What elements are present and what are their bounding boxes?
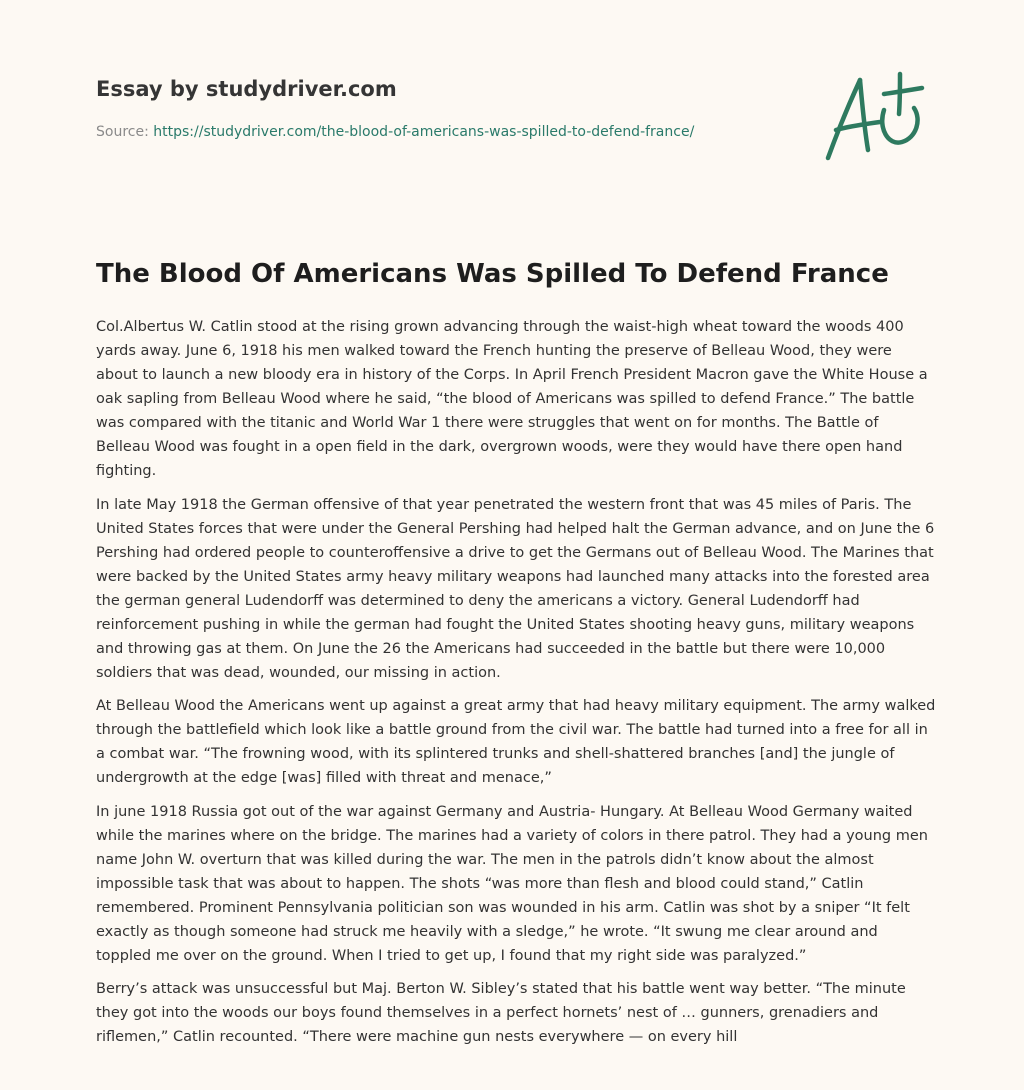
essay-body	[96, 315, 936, 1059]
brand-title: Essay by studydriver.com	[96, 77, 397, 101]
essay-paragraph-3: At Belleau Wood the Americans went up against a great army that had heavy military equipment. The army walked through the battlefield which look like a battle ground from the civil war. The battle had turned into a free for all in a combat war. “The frowning wood, with its splintered trunks and shell-shattered branches [and] the jungle of undergrowth at the edge [was] filled with threat and menace,”	[96, 698, 936, 786]
essay-paragraph-1: Col.Albertus W. Catlin stood at the rising grown advancing through the waist-high wheat toward the woods 400 yards away. June 6, 1918 his men walked toward the French hunting the preserve of Belleau Wood, they were about to launch a new bloody era in history of the Corps. In April French President Macron gave the White House a oak sapling from Belleau Wood where he said, “the blood of Americans was spilled to defend France.” The battle was compared with the titanic and World War 1 there were struggles that went on for months. The Battle of Belleau Wood was fought in a open field in the dark, overgrown woods, were they would have there open hand fighting.	[96, 319, 928, 479]
essay-title: The Blood Of Americans Was Spilled To Defend France	[96, 259, 889, 289]
source-line	[96, 122, 796, 142]
source-label: Source:	[96, 124, 149, 140]
a-plus-logo-icon	[818, 66, 930, 166]
essay-paragraph-4: In june 1918 Russia got out of the war against Germany and Austria- Hungary. At Belleau Wood Germany waited while the marines where on the bridge. The marines had a variety of colors in there patrol. They had a young men name John W. overturn that was killed during the war. The men in the patrols didn’t know about the almost impossible task that was about to happen. The shots “was more than flesh and blood could stand,” Catlin remembered. Prominent Pennsylvania politician son was wounded in his arm. Catlin was shot by a sniper “It felt exactly as though someone had struck me heavily with a sledge,” he wrote. “It swung me clear around and toppled me over on the ground. When I tried to get up, I found that my right side was paralyzed.”	[96, 803, 928, 964]
essay-paragraph-2: In late May 1918 the German offensive of that year penetrated the western front that was 45 miles of Paris. The United States forces that were under the General Pershing had helped halt the German advance, and on June the 6 Pershing had ordered people to counteroffensive a drive to get the Germans out of Belleau Wood. The Marines that were backed by the United States army heavy military weapons had launched many attacks into the forested area the german general Ludendorff was determined to deny the americans a victory. General Ludendorff had reinforcement pushing in while the german had fought the United States shooting heavy guns, military weapons and throwing gas at them. On June the 26 the Americans had succeeded in the battle but there were 10,000 soldiers that was dead, wounded, our missing in action.	[96, 496, 935, 681]
essay-header	[96, 72, 796, 142]
source-link[interactable]: https://studydriver.com/the-blood-of-americans-was-spilled-to-defend-france/	[153, 124, 695, 140]
essay-paragraph-5: Berry’s attack was unsuccessful but Maj. Berton W. Sibley’s stated that his battle went way better. “The minute they got into the woods our boys found themselves in a perfect hornets’ nest of … gunners, grenadiers and riflemen,” Catlin recounted. “There were machine gun nests everywhere — on every hill	[96, 981, 906, 1045]
